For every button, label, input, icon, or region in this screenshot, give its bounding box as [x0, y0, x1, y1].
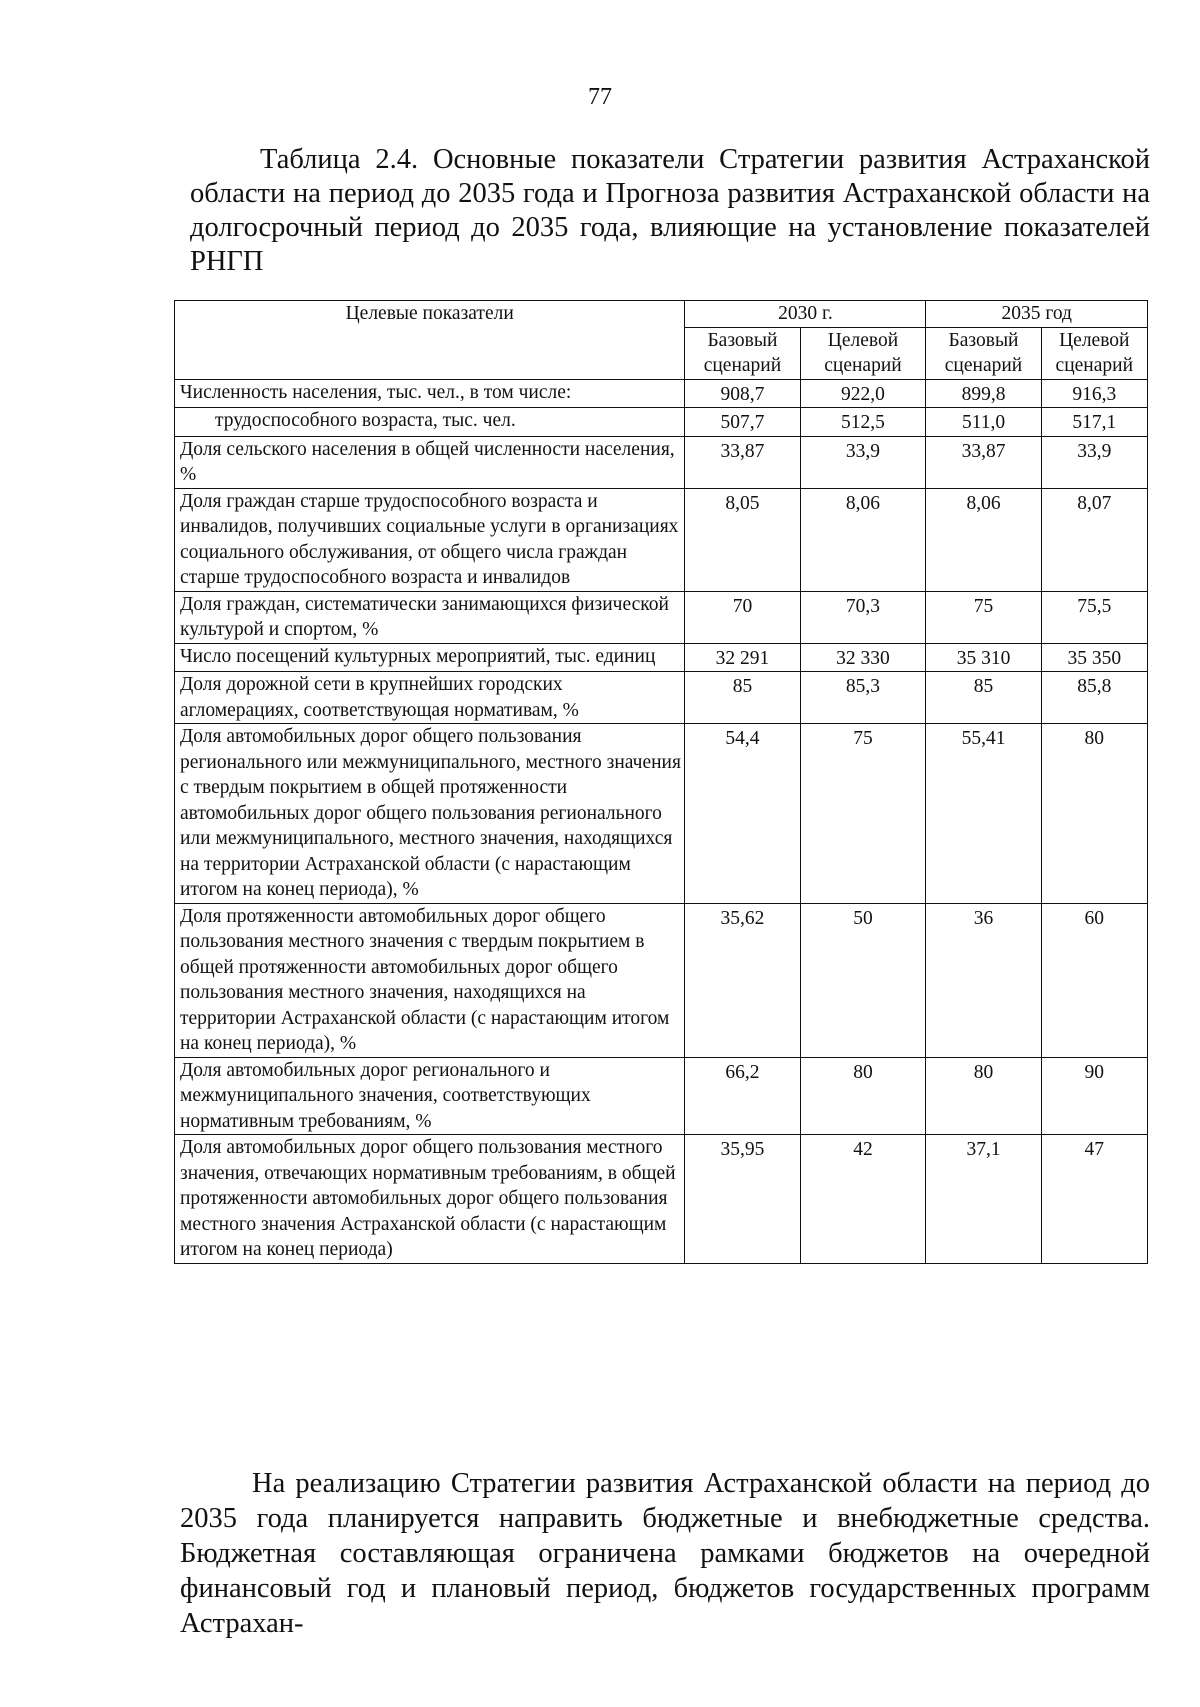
body-paragraph: На реализацию Стратегии развития Астраханской области на период до 2035 года планируется направить бюджетные и внебюджетные средства. Бюджетная составляющая ограничена рамками бюджетов на очередной финансовый год и плановый период, бюджетов государственных программ Астрахан- [180, 1468, 1150, 1639]
table-caption: Таблица 2.4. Основные показатели Стратегии развития Астраханской области на период до 2035 года и Прогноза развития Астраханской области на долгосрочный период до 2035 года, влияющие на установление показателей РНГП [190, 144, 1150, 277]
value-target-2030: 8,06 [800, 488, 926, 591]
value-target-2035: 8,07 [1041, 488, 1147, 591]
value-target-2030: 32 330 [800, 643, 926, 672]
value-base-2035: 55,41 [926, 724, 1041, 904]
value-target-2030: 42 [800, 1135, 926, 1264]
table-row [175, 436, 1148, 488]
table-row [175, 643, 1148, 672]
header-year-2035: 2035 год [926, 301, 1148, 328]
table-row [175, 379, 1148, 408]
value-base-2030: 35,62 [685, 903, 800, 1057]
value-base-2030: 54,4 [685, 724, 800, 904]
indicator-label: Численность населения, тыс. чел., в том числе: [175, 379, 685, 408]
indicator-label: трудоспособного возраста, тыс. чел. [175, 408, 685, 437]
value-base-2035: 33,87 [926, 436, 1041, 488]
value-base-2035: 511,0 [926, 408, 1041, 437]
page-number: 77 [588, 84, 612, 110]
indicator-label: Доля сельского населения в общей численности населения, % [175, 436, 685, 488]
indicator-label: Доля дорожной сети в крупнейших городских агломерациях, соответствующая нормативам, % [175, 672, 685, 724]
table-row [175, 408, 1148, 437]
header-base-2035: Базовый сценарий [926, 327, 1041, 379]
value-target-2035: 85,8 [1041, 672, 1147, 724]
indicator-label: Число посещений культурных мероприятий, тыс. единиц [175, 643, 685, 672]
indicators-table-container [174, 300, 1148, 1264]
indicators-table [174, 300, 1148, 1264]
header-target-2035: Целевой сценарий [1041, 327, 1147, 379]
value-target-2035: 90 [1041, 1057, 1147, 1135]
value-base-2035: 80 [926, 1057, 1041, 1135]
table-row [175, 488, 1148, 591]
value-base-2035: 899,8 [926, 379, 1041, 408]
value-target-2030: 33,9 [800, 436, 926, 488]
value-target-2035: 75,5 [1041, 591, 1147, 643]
value-target-2035: 60 [1041, 903, 1147, 1057]
value-target-2035: 35 350 [1041, 643, 1147, 672]
value-base-2030: 70 [685, 591, 800, 643]
table-row [175, 1135, 1148, 1264]
indicator-label: Доля граждан, систематически занимающихся физической культурой и спортом, % [175, 591, 685, 643]
value-target-2030: 80 [800, 1057, 926, 1135]
header-target-2030: Целевой сценарий [800, 327, 926, 379]
value-base-2030: 85 [685, 672, 800, 724]
value-target-2035: 80 [1041, 724, 1147, 904]
table-row [175, 591, 1148, 643]
table-row [175, 1057, 1148, 1135]
value-base-2030: 35,95 [685, 1135, 800, 1264]
value-target-2030: 85,3 [800, 672, 926, 724]
indicator-label: Доля автомобильных дорог общего пользования регионального или межмуниципального, местного значения с твердым покрытием в общей протяженности автомобильных дорог общего пользования регионального или межмуниципального, местного значения, находящихся на территории Астраханской области (с нарастающим итогом на конец периода), % [175, 724, 685, 904]
value-base-2030: 66,2 [685, 1057, 800, 1135]
table-row [175, 903, 1148, 1057]
value-target-2030: 70,3 [800, 591, 926, 643]
value-target-2035: 916,3 [1041, 379, 1147, 408]
value-target-2030: 75 [800, 724, 926, 904]
value-base-2030: 908,7 [685, 379, 800, 408]
value-base-2030: 507,7 [685, 408, 800, 437]
value-base-2030: 32 291 [685, 643, 800, 672]
value-base-2035: 85 [926, 672, 1041, 724]
indicator-label: Доля протяженности автомобильных дорог общего пользования местного значения с твердым покрытием в общей протяженности автомобильных дорог общего пользования местного значения, находящихся на территории Астраханской области (с нарастающим итогом на конец периода), % [175, 903, 685, 1057]
value-target-2035: 517,1 [1041, 408, 1147, 437]
value-base-2030: 8,05 [685, 488, 800, 591]
table-row [175, 672, 1148, 724]
value-target-2030: 512,5 [800, 408, 926, 437]
value-base-2035: 75 [926, 591, 1041, 643]
indicator-label: Доля автомобильных дорог общего пользования местного значения, отвечающих нормативным требованиям, в общей протяженности автомобильных дорог общего пользования местного значения Астраханской области (с нарастающим итогом на конец периода) [175, 1135, 685, 1264]
header-indicators: Целевые показатели [175, 301, 685, 380]
value-target-2035: 33,9 [1041, 436, 1147, 488]
value-base-2035: 8,06 [926, 488, 1041, 591]
value-base-2030: 33,87 [685, 436, 800, 488]
value-base-2035: 37,1 [926, 1135, 1041, 1264]
value-target-2030: 50 [800, 903, 926, 1057]
indicator-label: Доля автомобильных дорог регионального и межмуниципального значения, соответствующих нормативным требованиям, % [175, 1057, 685, 1135]
table-header-row-years [175, 301, 1148, 328]
table-row [175, 724, 1148, 904]
indicator-label: Доля граждан старше трудоспособного возраста и инвалидов, получивших социальные услуги в организациях социального обслуживания, от общего числа граждан старше трудоспособного возраста и инвалидов [175, 488, 685, 591]
value-base-2035: 35 310 [926, 643, 1041, 672]
value-base-2035: 36 [926, 903, 1041, 1057]
value-target-2035: 47 [1041, 1135, 1147, 1264]
value-target-2030: 922,0 [800, 379, 926, 408]
header-base-2030: Базовый сценарий [685, 327, 800, 379]
header-year-2030: 2030 г. [685, 301, 926, 328]
